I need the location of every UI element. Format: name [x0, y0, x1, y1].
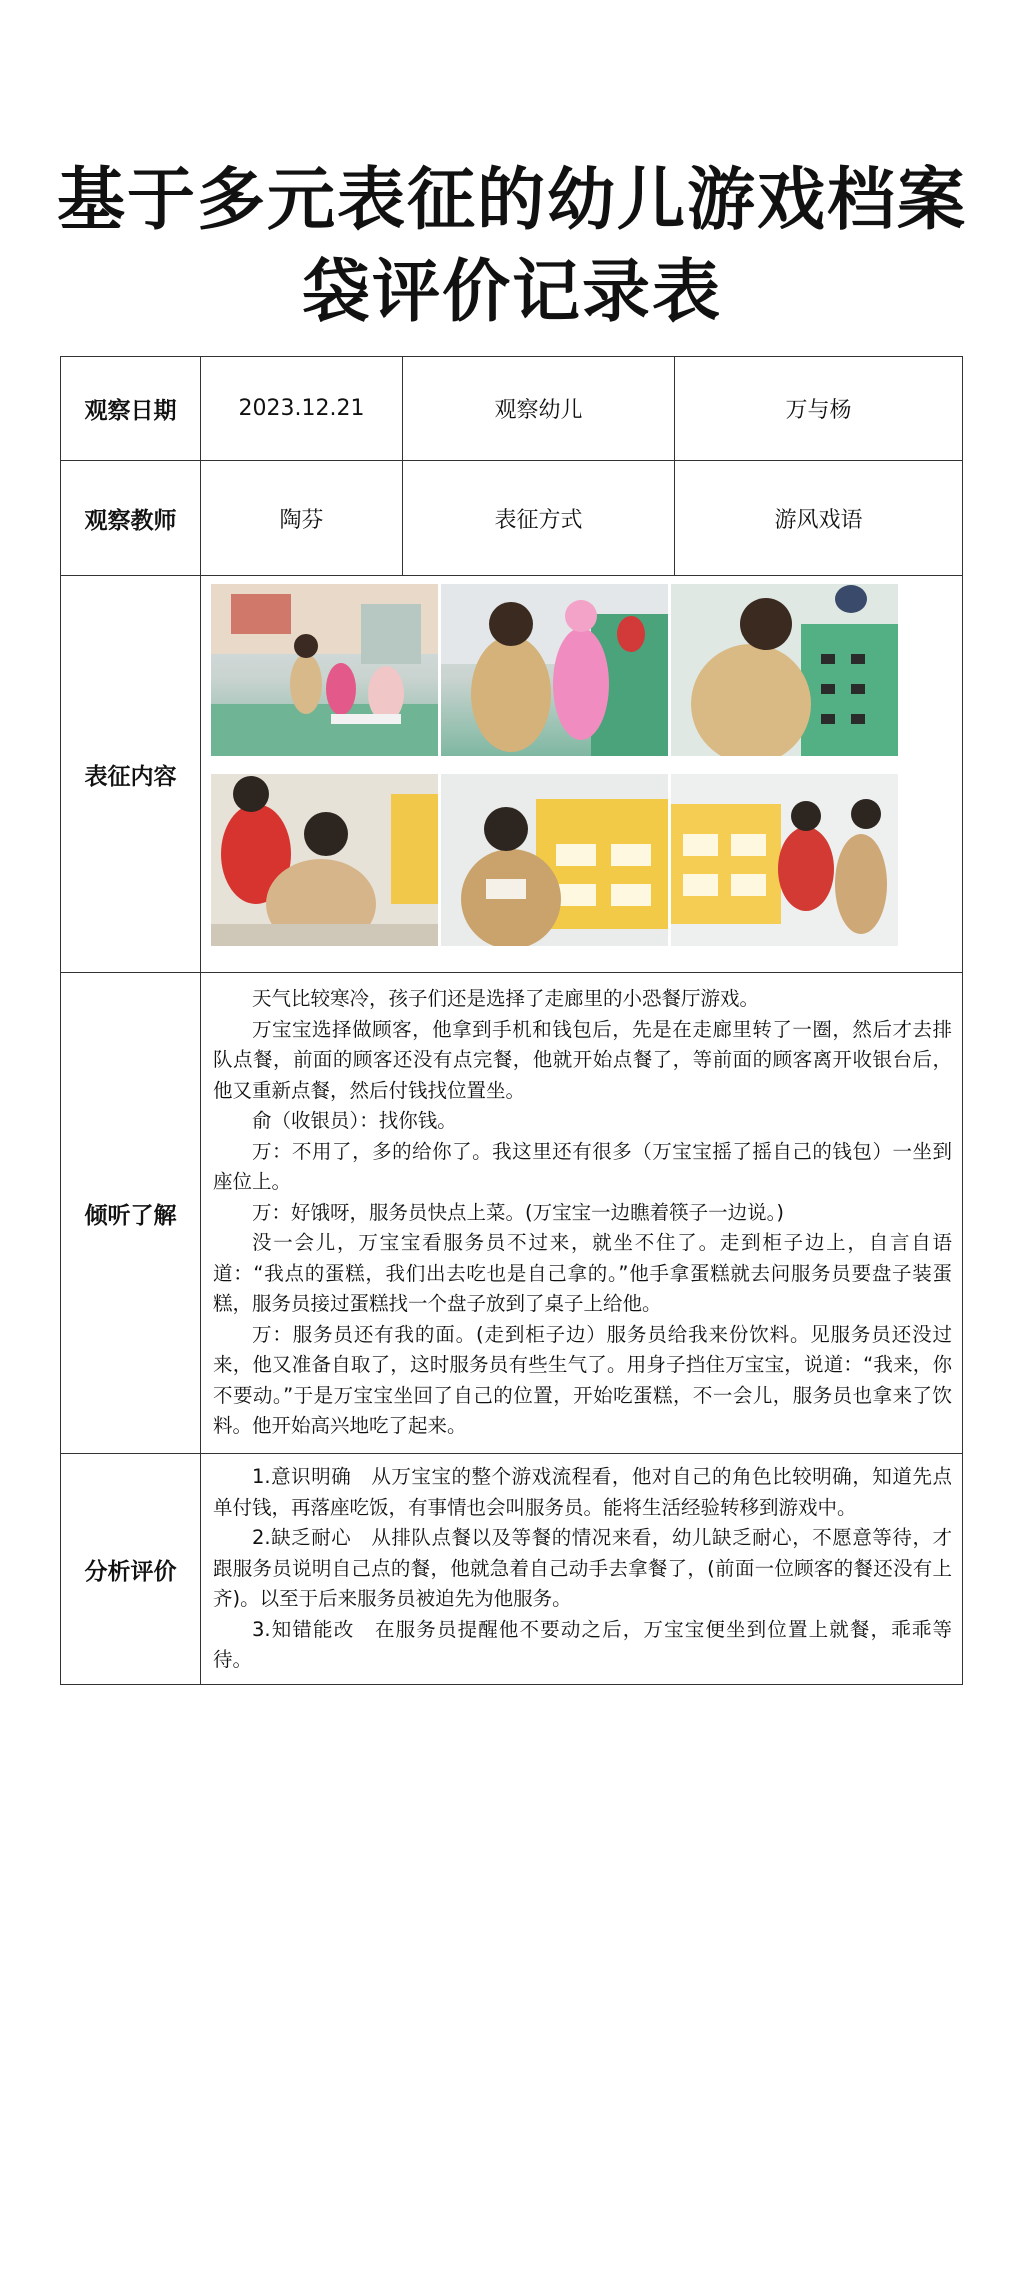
listening-paragraph: 万：好饿呀，服务员快点上菜。(万宝宝一边瞧着筷子一边说。): [252, 1200, 784, 1224]
listening-paragraph: 天气比较寒冷，孩子们还是选择了走廊里的小恐餐厅游戏。: [252, 987, 760, 1011]
analysis-label: 分析评价: [61, 1454, 201, 1685]
photo-children-at-restaurant-counter: [211, 584, 438, 756]
photo-children-at-cashier-stand: [671, 774, 898, 946]
photo-row-top: [211, 584, 954, 756]
child-value: 万与杨: [675, 357, 963, 461]
record-table: [60, 356, 963, 1685]
analysis-paragraph: 1.意识明确 从万宝宝的整个游戏流程看，他对自己的角色比较明确，知道先点单付钱，再落座吃饭，有事情也会叫服务员。能将生活经验转移到游戏中。: [213, 1465, 952, 1519]
analysis-text: [201, 1454, 963, 1685]
row-analysis: [61, 1454, 963, 1685]
content-label: 表征内容: [61, 576, 201, 973]
method-label: 表征方式: [403, 461, 675, 576]
listening-paragraph: 俞（收银员）：找你钱。: [252, 1109, 457, 1133]
row-listening: [61, 973, 963, 1454]
listening-text: [201, 973, 963, 1454]
listening-paragraph: 万宝宝选择做顾客，他拿到手机和钱包后，先是在走廊里转了一圈，然后才去排队点餐，前面的顾客还没有点完餐，他就开始点餐了，等前面的顾客离开收银台后，他又重新点餐，然后付钱找位置坐。: [213, 1017, 952, 1102]
listening-paragraph: 万：服务员还有我的面。(走到柜子边）服务员给我来份饮料。见服务员还没过来，他又准备自取了，这时服务员有些生气了。用身子挡住万宝宝，说道：“我来，你不要动。”于是万宝宝坐回了自己的位置，开始吃蛋糕，不一会儿，服务员也拿来了饮料。他开始高兴地吃了起来。: [213, 1322, 952, 1438]
photo-child-pointing-at-menu: [671, 584, 898, 756]
teacher-label: 观察教师: [61, 461, 201, 576]
photo-children-at-play-shelf: [211, 774, 438, 946]
date-label: 观察日期: [61, 357, 201, 461]
row-teacher: [61, 461, 963, 576]
row-date: [61, 357, 963, 461]
teacher-value: 陶芬: [201, 461, 403, 576]
listening-paragraph: 万：不用了，多的给你了。我这里还有很多（万宝宝摇了摇自己的钱包）一坐到座位上。: [213, 1139, 952, 1194]
method-value: 游风戏语: [675, 461, 963, 576]
photo-row-bottom: [211, 774, 954, 946]
photo-child-in-coat-by-menu-board: [441, 584, 668, 756]
photo-gallery: [201, 576, 963, 973]
analysis-paragraph: 2.缺乏耐心 从排队点餐以及等餐的情况来看，幼儿缺乏耐心，不愿意等待，才跟服务员说明自己点的餐，他就急着自己动手去拿餐了，(前面一位顾客的餐还没有上齐)。以至于后来服务员被迫先为他服务。: [213, 1526, 952, 1611]
child-label: 观察幼儿: [403, 357, 675, 461]
listening-label: 倾听了解: [61, 973, 201, 1454]
page-title: [0, 155, 1024, 339]
photo-child-holding-cake: [441, 774, 668, 946]
title-line-1: 基于多元表征的幼儿游戏档案: [56, 161, 967, 240]
title-line-2: 袋评价记录表: [301, 253, 722, 332]
analysis-paragraph: 3.知错能改 在服务员提醒他不要动之后，万宝宝便坐到位置上就餐，乖乖等待。: [213, 1617, 952, 1672]
date-value: 2023.12.21: [201, 357, 403, 461]
row-content: [61, 576, 963, 973]
listening-paragraph: 没一会儿，万宝宝看服务员不过来，就坐不住了。走到柜子边上，自言自语道：“我点的蛋糕，我们出去吃也是自己拿的。”他手拿蛋糕就去问服务员要盘子装蛋糕，服务员接过蛋糕找一个盘子放到了桌子上给他。: [213, 1231, 952, 1316]
